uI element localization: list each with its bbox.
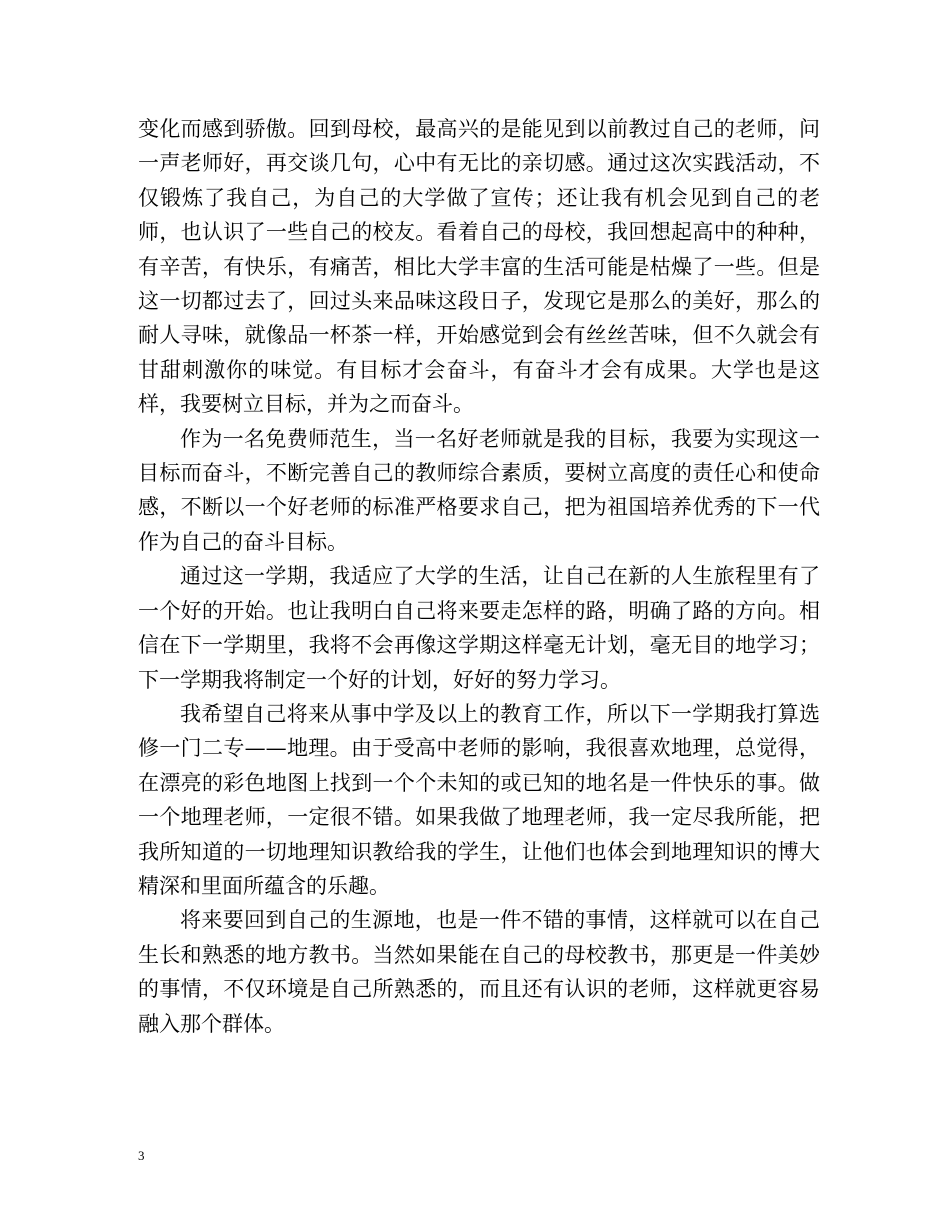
paragraph-1: 变化而感到骄傲。回到母校，最高兴的是能见到以前教过自己的老师，问一声老师好，再交谈几句，心中有无比的亲切感。通过这次实践活动，不仅锻炼了我自己，为自己的大学做了宣传；还让我有机会见到自己的老师，也认识了一些自己的校友。看着自己的母校，我回想起高中的种种，有辛苦，有快乐，有痛苦，相比大学丰富的生活可能是枯燥了一些。但是这一切都过去了，回过头来品味这段日子，发现它是那么的美好，那么的耐人寻味，就像品一杯茶一样，开始感觉到会有丝丝苦味，但不久就会有甘甜刺激你的味觉。有目标才会奋斗，有奋斗才会有成果。大学也是这样，我要树立目标，并为之而奋斗。 [138,117,820,417]
paragraph-3: 通过这一学期，我适应了大学的生活，让自己在新的人生旅程里有了一个好的开始。也让我明白自己将来要走怎样的路，明确了路的方向。相信在下一学期里，我将不会再像这学期这样毫无计划，毫无目的地学习；下一学期我将制定一个好的计划，好好的努力学习。 [138,564,820,692]
paragraph-2: 作为一名免费师范生，当一名好老师就是我的目标，我要为实现这一目标而奋斗，不断完善自己的教师综合素质，要树立高度的责任心和使命感，不断以一个好老师的标准严格要求自己，把为祖国培养优秀的下一代作为自己的奋斗目标。 [138,426,820,554]
paragraph-5: 将来要回到自己的生源地，也是一件不错的事情，这样就可以在自己生长和熟悉的地方教书。当然如果能在自己的母校教书，那更是一件美妙的事情，不仅环境是自己所熟悉的，而且还有认识的老师，这样就更容易融入那个群体。 [138,908,820,1036]
document-body [138,112,820,1041]
paragraph-4: 我希望自己将来从事中学及以上的教育工作，所以下一学期我打算选修一门二专——地理。由于受高中老师的影响，我很喜欢地理，总觉得，在漂亮的彩色地图上找到一个个未知的或已知的地名是一件快乐的事。做一个地理老师，一定很不错。如果我做了地理老师，我一定尽我所能，把我所知道的一切地理知识教给我的学生，让他们也体会到地理知识的博大精深和里面所蕴含的乐趣。 [138,701,820,898]
page-number: 3 [138,1148,145,1163]
